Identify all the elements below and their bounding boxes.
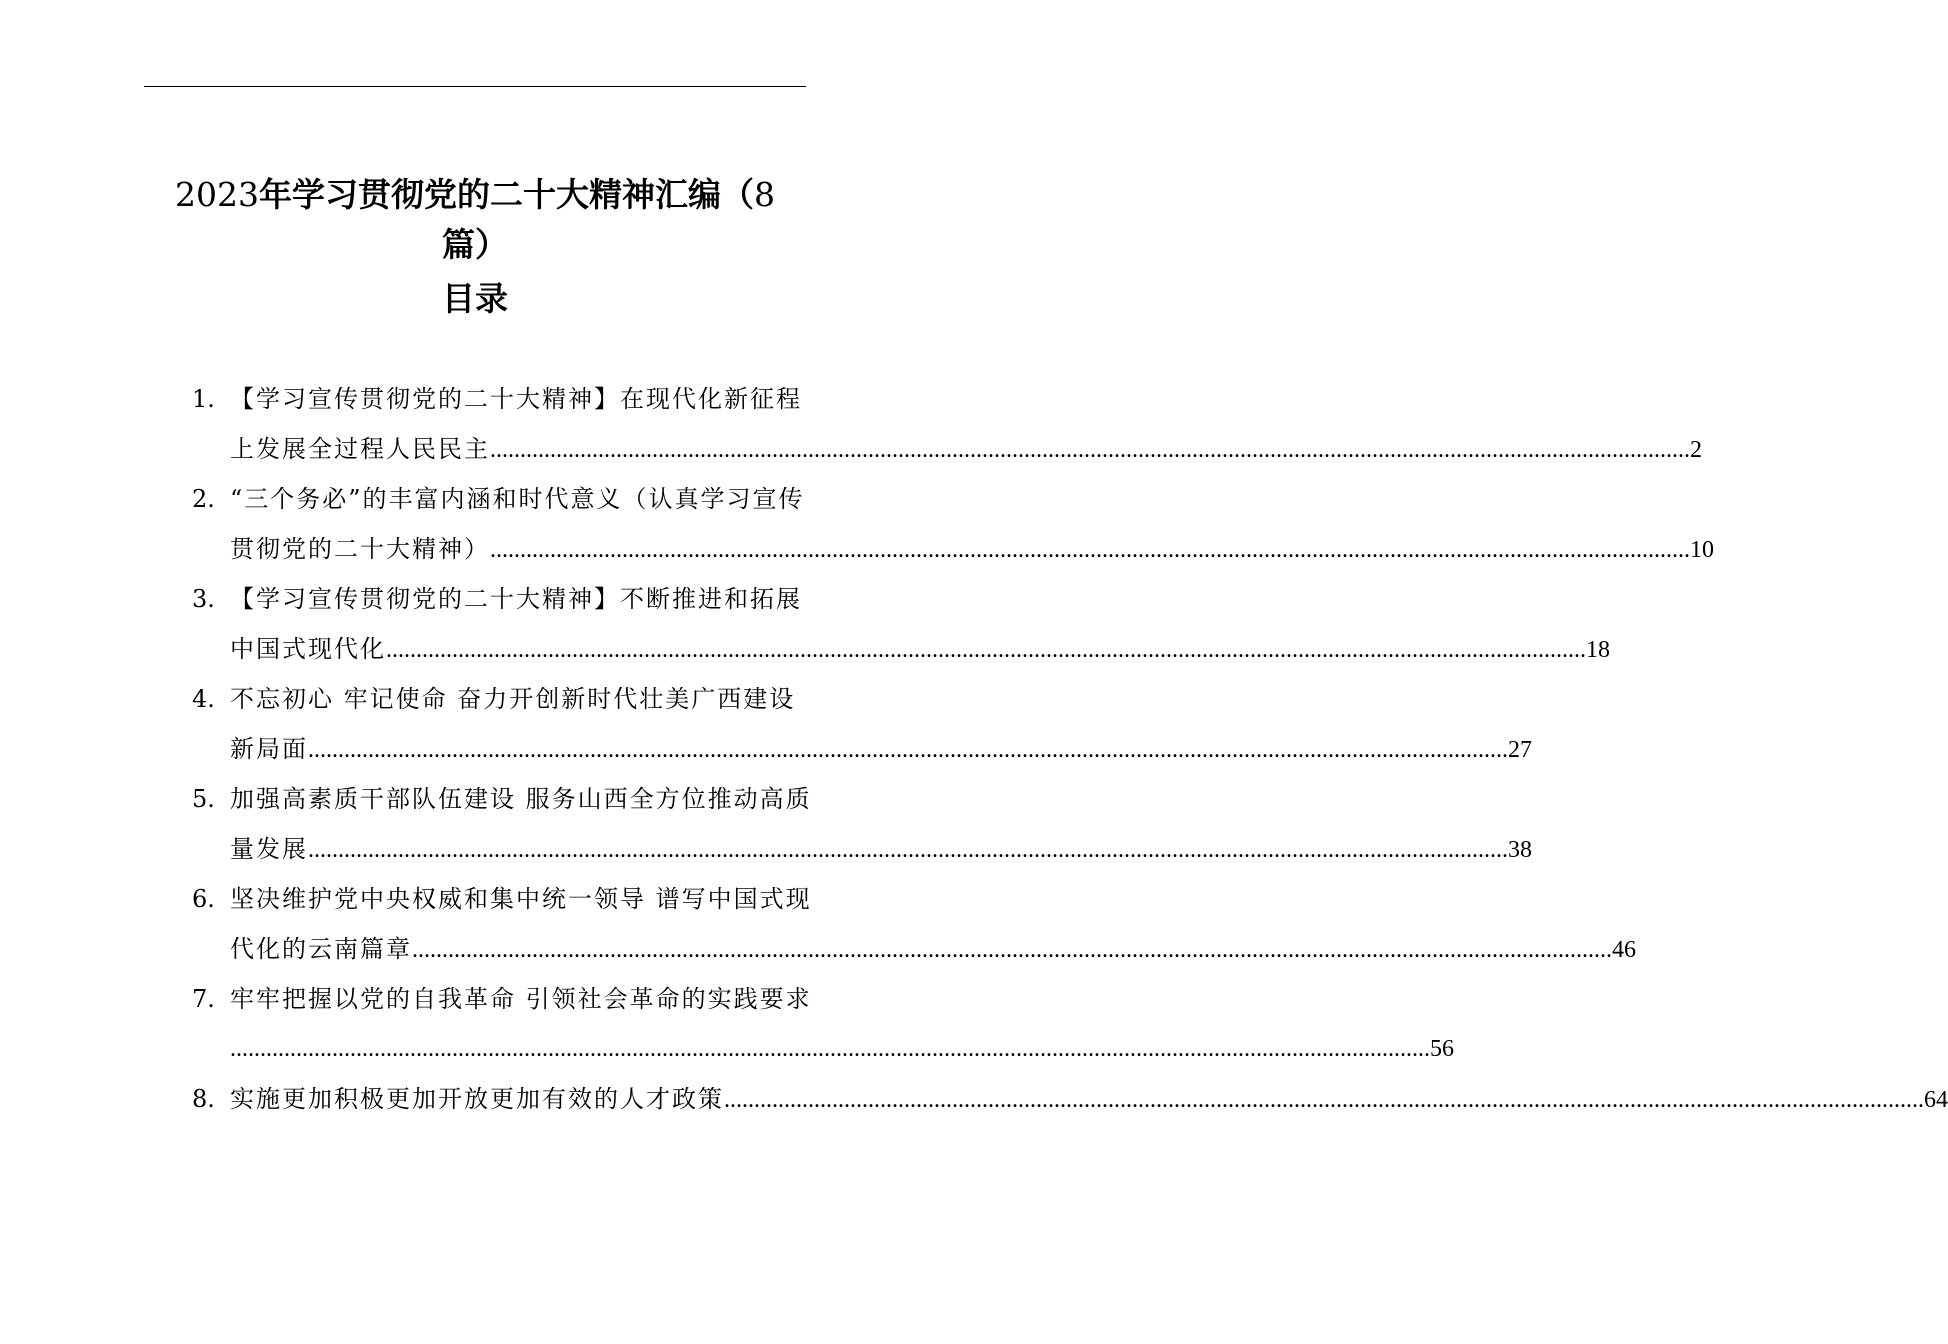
title-main: 年学习贯彻党的二十大精神汇编（ — [258, 175, 754, 214]
toc-number: 4. — [192, 685, 215, 713]
toc-title-line2: 新局面 — [230, 735, 308, 763]
toc-leader-dots: ........................................................................................................................................................................................................ — [308, 737, 1508, 763]
table-of-contents — [192, 374, 1948, 1124]
toc-number: 6. — [192, 885, 215, 913]
toc-leader-dots: ........................................................................................................................................................................................................ — [490, 437, 1690, 463]
toc-leader-dots: ........................................................................................................................................................................................................ — [490, 537, 1690, 563]
toc-leader-dots: ........................................................................................................................................................................................................ — [412, 937, 1612, 963]
toc-entry-2[interactable] — [192, 474, 1714, 574]
title-year: 2023 — [175, 175, 259, 214]
toc-title-line1: 【学习宣传贯彻党的二十大精神】不断推进和拓展 — [230, 585, 802, 613]
document-title — [140, 170, 810, 270]
toc-heading: 目录 — [442, 279, 508, 318]
toc-number: 3. — [192, 585, 215, 613]
toc-title-line1: 坚决维护党中央权威和集中统一领导 谱写中国式现 — [230, 885, 812, 913]
header-rule — [144, 86, 806, 87]
toc-title-line2: 上发展全过程人民民主 — [230, 435, 490, 463]
toc-entry-6[interactable] — [192, 874, 1636, 974]
toc-number: 1. — [192, 385, 215, 413]
toc-page-number: 10 — [1690, 537, 1714, 563]
toc-leader-dots: ........................................................................................................................................................................................................ — [724, 1087, 1924, 1113]
toc-title-line1: 加强高素质干部队伍建设 服务山西全方位推动高质 — [230, 785, 812, 813]
toc-number: 7. — [192, 985, 215, 1013]
toc-entry-7[interactable] — [192, 974, 1454, 1074]
toc-page-number: 18 — [1586, 637, 1610, 663]
toc-title-line2: 实施更加积极更加开放更加有效的人才政策 — [230, 1085, 724, 1113]
toc-page-number: 27 — [1508, 737, 1532, 763]
title-count: 8 — [753, 175, 775, 214]
toc-entry-5[interactable] — [192, 774, 1532, 874]
toc-title-line2: 代化的云南篇章 — [230, 935, 412, 963]
toc-entry-4[interactable] — [192, 674, 1532, 774]
toc-title-line2: 贯彻党的二十大精神） — [230, 535, 490, 563]
toc-entry-8[interactable] — [192, 1074, 1948, 1124]
toc-title-line1: 牢牢把握以党的自我革命 引领社会革命的实践要求 — [230, 985, 812, 1013]
title-end: 篇） — [442, 225, 508, 264]
toc-title-line1: “三个务必”的丰富内涵和时代意义（认真学习宣传 — [230, 485, 805, 513]
toc-leader-dots: ........................................................................................................................................................................................................ — [386, 637, 1586, 663]
toc-leader-dots: ........................................................................................................................................................................................................ — [230, 1036, 1430, 1062]
toc-title-line2: 中国式现代化 — [230, 635, 386, 663]
toc-entry-3[interactable] — [192, 574, 1610, 674]
toc-title-line2: 量发展 — [230, 835, 308, 863]
toc-page-number: 56 — [1430, 1036, 1454, 1062]
toc-title-line1: 【学习宣传贯彻党的二十大精神】在现代化新征程 — [230, 385, 802, 413]
toc-page-number: 2 — [1690, 437, 1702, 463]
toc-page-number: 38 — [1508, 837, 1532, 863]
toc-number: 5. — [192, 785, 215, 813]
toc-number: 8. — [192, 1085, 215, 1113]
toc-entry-1[interactable] — [192, 374, 1702, 474]
toc-title-line1: 不忘初心 牢记使命 奋力开创新时代壮美广西建设 — [230, 685, 796, 713]
toc-number: 2. — [192, 485, 215, 513]
toc-page-number: 46 — [1612, 937, 1636, 963]
toc-leader-dots: ........................................................................................................................................................................................................ — [308, 837, 1508, 863]
toc-page-number: 64 — [1924, 1087, 1948, 1113]
